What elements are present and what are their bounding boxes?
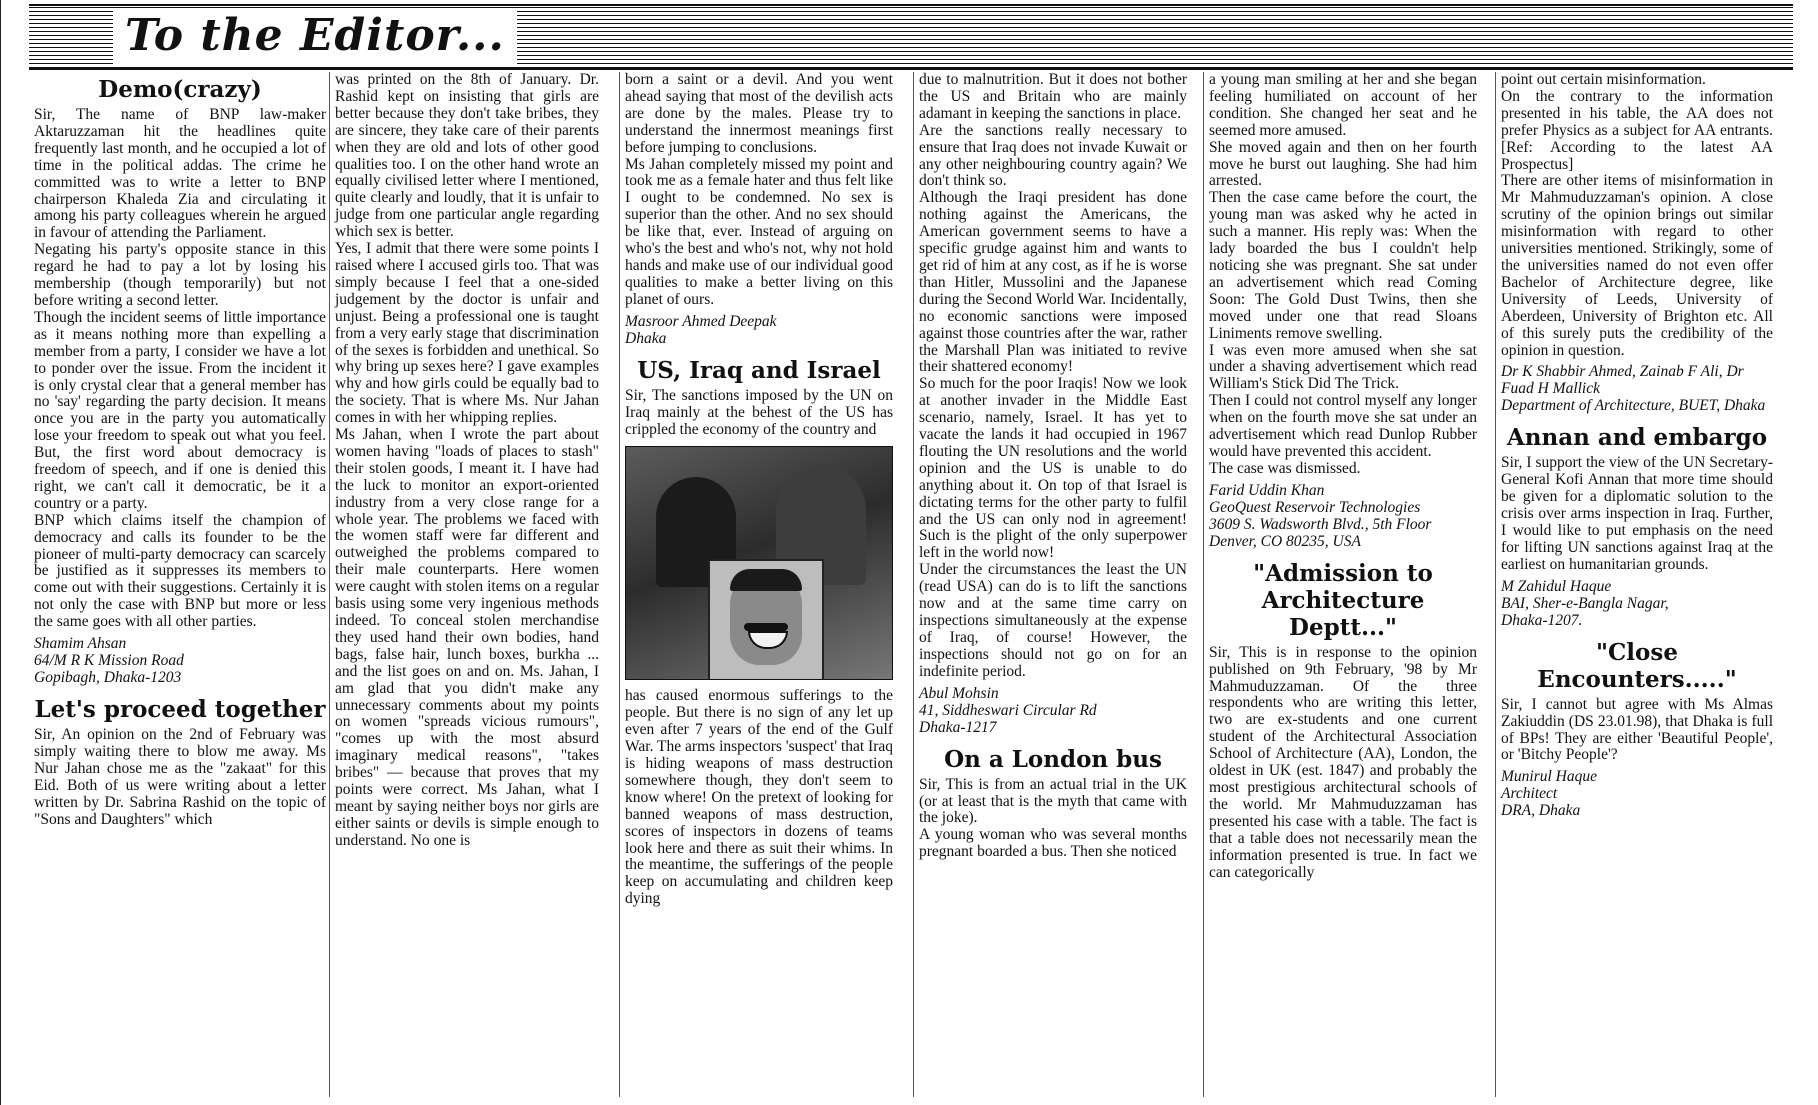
letter-body-demo-crazy: Sir, The name of BNP law-maker Aktaruzzaman hit the headlines quite frequently last month, and he occupied a lot of time in the political addas. The crime he committed was to write a letter to BNP chairperson Khaleda Zia and circulating it among his party colleagues wherein he argued in favour of attending the Parliament. Negating his party's opposite stance in this regard he had to pay a lot by losing his membership (though temporarily) but not before writing a second letter. Though the incident seems of little importance as it means nothing more than expelling a member from a party, I consider we have a lot to ponder over the issue. From the incident it is only crystal clear that a general member has no 'say' regarding the party decision. It means once you are in the party you automatically lose your freedom to speak out what you feel. But, the first word about democracy is freedom of speech, and if one is denied this right, we can't call it democratic, be it a country or a party. BNP which claims itself the champion of democracy and calls its founder to be the pioneer of multi-party democracy can scarcely be justified as it suppresses its members to come out with their suggestions. Certainly it is not only the case with BNP but more or less the same goes with all other parties. bbox=[34, 106, 326, 631]
letter-body-lets-proceed-part-3: born a saint or a devil. And you went ahead saying that most of the devilish acts are done by the males. Please try to understand the innermost meanings first before jumping to conclusions. Ms Jahan completely missed my point and took me as a female hater and thus felt like I ought to be condemned. No sex is superior than the other. And no sex should be like that, ever. Instead of arguing on who's the best and who's not, why not hold hands and make use of our individual good qualities to make a better living on this planet of ours. bbox=[625, 72, 893, 308]
column-5 bbox=[1203, 72, 1477, 1097]
photo-inset-portrait bbox=[708, 559, 824, 680]
column-4 bbox=[913, 72, 1187, 1097]
section-title: To the Editor... bbox=[113, 8, 517, 64]
headline-admission-architecture: "Admission to Architecture Deptt..." bbox=[1253, 559, 1433, 641]
letter-signature-zahidul-haque: M Zahidul Haque BAI, Sher-e-Bangla Nagar, Dhaka-1207. bbox=[1501, 577, 1669, 629]
letter-body-lets-proceed-part-1: Sir, An opinion on the 2nd of February was simply waiting there to blow me away. Ms Nur Jahan chose me as the "zakaat" for this Eid. Both of us were writing about a letter written by Dr. Sabrina Rashid on the topic of "Sons and Daughters" which bbox=[34, 726, 326, 828]
letter-signature-shabbir-ahmed: Dr K Shabbir Ahmed, Zainab F Ali, Dr Fuad H Mallick Department of Architecture, BUET, Dhaka bbox=[1501, 363, 1766, 415]
letter-body-admission-part-1: Sir, This is in response to the opinion published on 9th February, '98 by Mr Mahmuduzzaman. Of the three respondents who are writing this letter, two are ex-students and one current student of the Architectural Association School of Architecture (AA), London, the oldest in UK (est. 1847) and probably the most prestigious architectural schools of the world. Mr Mahmuduzzaman has presented his case with a table. The fact is that a table does not necessarily mean the information presented is true. In fact we can categorically bbox=[1209, 643, 1477, 881]
letter-body-us-iraq-part-3: due to malnutrition. But it does not bother the US and Britain who are mainly adamant in keeping the sanctions in place. Are the sanctions really necessary to ensure that Iraq does not invade Kuwait or any other neighbouring country again? We don't think so. Although the Iraqi president has done nothing against the Americans, the American government seems to have a specific grudge against him and wants to get rid of him at any cost, as if he is worse than Hitler, Mussolini and the Japanese during the Second World War. Incidentally, no economic sanctions were imposed against those countries after the war, rather the Marshall Plan was initiated to revive their shattered economy! So much for the poor Iraqis! Now we look at another invader in the Middle East scenario, namely, Israel. It has yet to vacate the lands it had occupied in 1967 flouting the UN resolutions and the world opinion and the US is unable to do anything about it. On top of that Israel is dictating terms for the other party to fulfil and the US can only nod in agreement! Such is the plight of the only superpower left in the world now! Under the circumstances the least the UN (read USA) can do is to lift the sanctions now and at the same time carry on inspections simultaneously at the expense of Iraq, of course! However, the inspections should not go on for an indefinite period. bbox=[919, 72, 1187, 680]
column-1 bbox=[34, 72, 326, 1097]
letter-body-us-iraq-part-2: has caused enormous sufferings to the people. But there is no sign of any let up even after 7 years of the end of the Gulf War. The arms inspectors 'suspect' that Iraq is hiding weapons of mass destruction somewhere though, they don't seem to know where! On the pretext of looking for banned weapons of mass destruction, scores of inspectors in dozens of teams look here and there as suit their whims. In the meantime, the sufferings of the people keep on accumulating and children keep dying bbox=[625, 687, 893, 908]
news-photo bbox=[625, 446, 893, 680]
column-6 bbox=[1495, 72, 1773, 1097]
headline-close-encounters: "Close Encounters....." bbox=[1537, 638, 1737, 693]
letter-body-close-encounters: Sir, I cannot but agree with Ms Almas Zakiuddin (DS 23.01.98), that Dhaka is full of BPs! They are either 'Beautiful People', or 'Bitchy People'? bbox=[1501, 695, 1773, 764]
section-banner bbox=[29, 4, 1793, 70]
letter-body-admission-part-2: point out certain misinformation. On the contrary to the information presented in his table, the AA does not prefer Physics as a subject for AA entrants. [Ref: According to the latest AA Prospectus] There are other items of misinformation in Mr Mahmuduzzaman's opinion. A close scrutiny of the opinion brings out similar misinformation with regard to other universities mentioned. Strikingly, some of the universities named do not even offer Bachelor of Architecture degree, like University of Leeds, University of Aberdeen, University of Brighton etc. All of this surely puts the credibility of the opinion in question. bbox=[1501, 72, 1773, 359]
headline-annan-and-embargo: Annan and embargo bbox=[1506, 424, 1768, 452]
headline-on-a-london-bus: On a London bus bbox=[944, 745, 1162, 773]
column-2 bbox=[329, 72, 599, 1097]
letter-body-london-bus-part-2: a young man smiling at her and she began feeling humiliated on account of her condition. She changed her seat and he seemed more amused. She moved again and then on her fourth move he burst out laughing. She had him arrested. Then the case came before the court, the young man was asked why he acted in such a manner. His reply was: When the lady boarded the bus I couldn't help noticing she was pregnant. She sat under an advertisement which read Coming Soon: The Gold Dust Twins, then she moved under one that read Sloans Liniments remove swelling. I was even more amused when she sat under a shaving advertisement which read William's Stick Did The Trick. Then I could not control myself any longer when on the fourth move she sat under an advertisement which read Dunlop Rubber would have prevented this accident. The case was dismissed. bbox=[1209, 72, 1477, 477]
column-3 bbox=[619, 72, 893, 1097]
letter-signature-shamim-ahsan: Shamim Ahsan 64/M R K Mission Road Gopibagh, Dhaka-1203 bbox=[34, 635, 184, 687]
letter-signature-abul-mohsin: Abul Mohsin 41, Siddheswari Circular Rd Dhaka-1217 bbox=[919, 684, 1097, 736]
letter-body-lets-proceed-part-2: was printed on the 8th of January. Dr. Rashid kept on insisting that girls are better because they don't take bribes, they are sincere, they take care of their parents when they are old and lots of other good qualities too. I on the other hand wrote an equally civilised letter where I mentioned, quite clearly and loudly, that it is unfair to judge from one particular angle regarding which sex is better. Yes, I admit that there were some points I raised where I accused girls too. That was simply because I feel that a one-sided judgement by the doctor is unfair and unjust. Being a professional one is taught from a very early stage that discrimination of the sexes is forbidden and unethical. So why bring up sexes here? I gave examples why and how girls could be equally bad to the society. That is where Ms. Nur Jahan comes in with her whipping replies. Ms Jahan, when I wrote the part about women having "loads of places to stash" their stolen goods, I meant it. I have had the luck to monitor an export-oriented industry from a very close range for a whole year. The problems we faced with the women staff were far different and outweighed the problems compared to their male counterparts. Here women were caught with stolen items on a regular basis using some very ingenious methods indeed. To conceal stolen merchandise they used hand their own bodies, hand bags, false hair, lunch boxes, burkha ... and the list goes on and on. Ms. Jahan, I am glad that you didn't make any unnecessary comments about my points on women "spreads vicious rumours", "comes up with the most absurd imaginary medical reasons", "takes bribes" — because that proves that my points were correct. Ms Jahan, what I meant by saying neither boys nor girls are either saints or devils is simple enough to understand. No one is bbox=[335, 72, 599, 849]
letter-signature-farid-uddin-khan: Farid Uddin Khan GeoQuest Reservoir Technologies 3609 S. Wadsworth Blvd., 5th Floor Denver, CO 80235, USA bbox=[1209, 481, 1432, 550]
headline-lets-proceed-together: Let's proceed together bbox=[34, 696, 326, 724]
headline-us-iraq-israel: US, Iraq and Israel bbox=[637, 356, 881, 384]
letter-signature-munirul-haque: Munirul Haque Architect DRA, Dhaka bbox=[1501, 768, 1598, 820]
letter-body-london-bus-part-1: Sir, This is from an actual trial in the UK (or at least that is the myth that came with the joke). A young woman who was several months pregnant boarded a bus. Then she noticed bbox=[919, 775, 1187, 861]
headline-demo-crazy: Demo(crazy) bbox=[98, 76, 262, 103]
letter-signature-masroor-ahmed-deepak: Masroor Ahmed Deepak Dhaka bbox=[625, 312, 777, 347]
letter-body-us-iraq-part-1: Sir, The sanctions imposed by the UN on Iraq mainly at the behest of the US has crippled the economy of the country and bbox=[625, 386, 893, 438]
letter-body-annan-embargo: Sir, I support the view of the UN Secretary-General Kofi Annan that more time should be given for a diplomatic solution to the crisis over arms inspection in Iraq. Further, I would like to put emphasis on the need for lifting UN sanctions against Iraq at the earliest on humanitarian grounds. bbox=[1501, 454, 1773, 573]
